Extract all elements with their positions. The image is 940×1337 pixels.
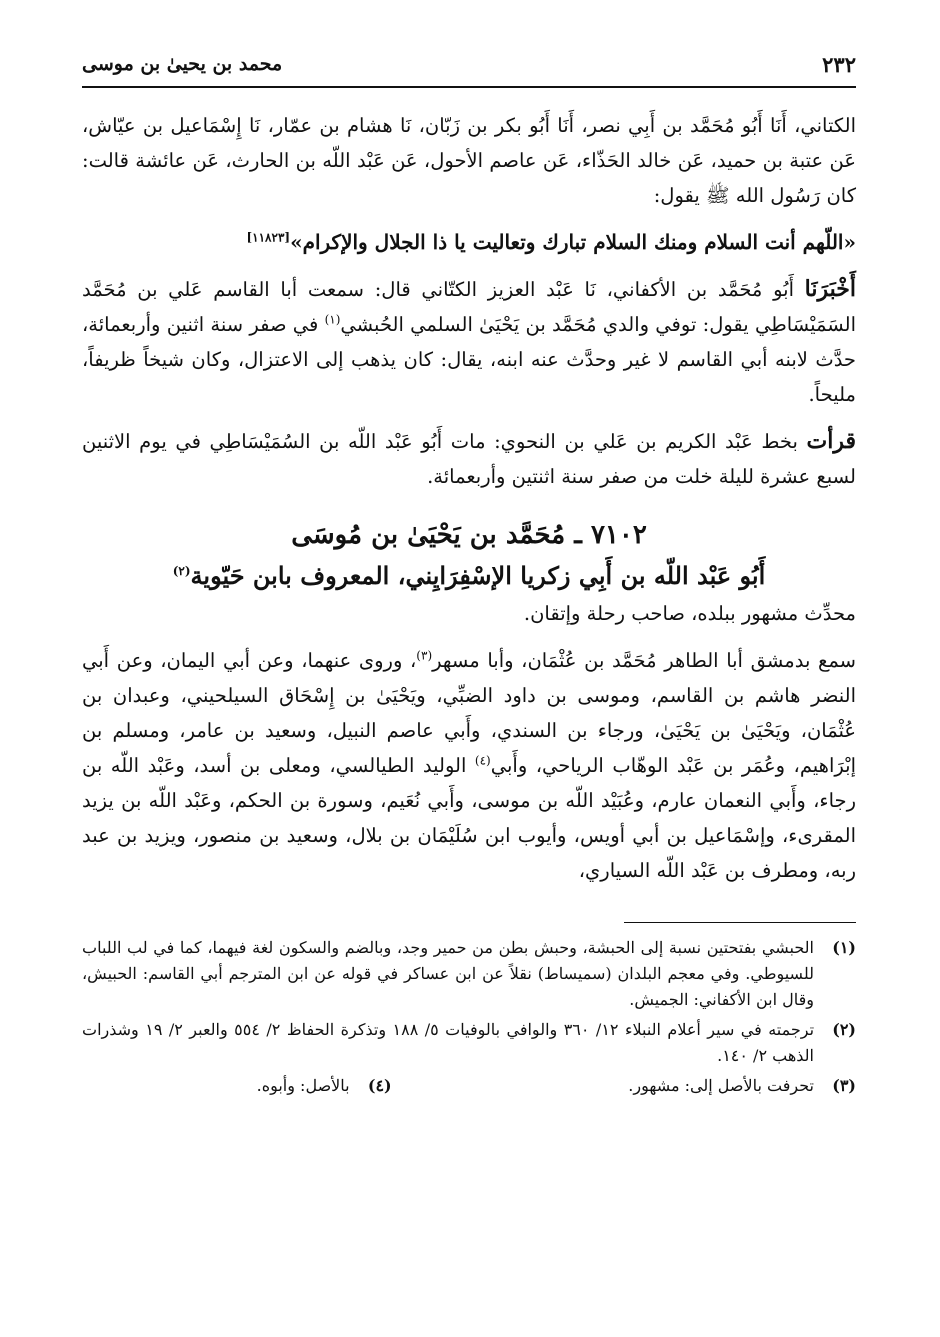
footnote-3: (٣) تحرفت بالأصل إلى: مشهور.	[628, 1076, 856, 1095]
paragraph-teachers: سمع بدمشق أبا الطاهر مُحَمَّد بن عُثْمَان، وأبا مسهر$^{(٣)}$، وروى عنهما، وعن أبي اليمان، وعن أَبي النضر هاشم بن القاسم، وموسى بن داود الضبِّي، ويَحْيَىٰ بن إِسْحَاق السيلحيني، وعبدان بن عُثْمَان، ويَحْيَىٰ بن يَحْيَىٰ، ورجاء بن السندي، وأَبي عاصم النبيل، وسعيد بن عامر، ومسلم بن إبْرَاهيم، وعُمَر بن عَبْد الوهّاب الرياحي، وأَبي$^{(٤)}$ الوليد الطيالسي، ومعلى بن أسد، وعَبْد اللّه بن رجاء، وأَبي النعمان عارم، وعُبَيْد اللّه بن موسى، وأَبي نُعَيم، وسورة بن الحكم، وعَبْد اللّه بن يزيد المقرىء، وإسْمَاعيل بن أبي أويس، وأيوب ابن سُلَيْمَان بن بلال، وسعيد بن منصور، ويزيد بن عبد ربه، ومطرف بن عَبْد اللّه السياري،	[82, 648, 856, 882]
header-rule	[82, 86, 856, 88]
page-number: ٢٣٢	[822, 51, 856, 77]
footnote-2: (٢) ترجمته في سير أعلام النبلاء ١٢/ ٣٦٠ والوافي بالوفيات ٥/ ١٨٨ وتذكرة الحفاظ ٢/ ٥٥٤ والعبر ٢/ ١٩ وشذرات الذهب ٢/ ١٤٠.	[82, 1020, 856, 1065]
footnote-marker: (٤)	[474, 753, 491, 768]
page-header	[82, 44, 856, 84]
footnotes	[82, 935, 856, 1103]
footnote-marker: (٢)	[172, 564, 191, 578]
footnote-marker: (٣)	[416, 648, 433, 663]
hadith-text: «اللّهم أنت السلام ومنك السلام تبارك وتعاليت يا ذا الجلال والإكرام»[١١٨٢٣]	[246, 230, 856, 254]
lead-word: قرأت	[806, 428, 856, 454]
footnote-marker: (١)	[324, 312, 341, 327]
main-text	[82, 108, 856, 888]
footnote-4: (٤) بالأصل: وأبوه.	[256, 1076, 392, 1095]
paragraph-akhbarana: أَخْبَرَنَا أَبُو مُحَمَّد بن الأكفاني، نَا عَبْد العزيز الكتّاني قال: سمعت أبا القاسم عَلي بن مُحَمَّد السَمَيْسَاطِي يقول: توفي والدي مُحَمَّد بن يَحْيَىٰ السلمي الحُبشي$^{(١)}$ في صفر سنة اثنين وأربعمائة، حدَّث لابنه أبي القاسم لا غير وحدَّث عنه ابنه، يقال: كان يذهب إلى الاعتزال، وكان شيخاً ظريفاً، مليحاً.	[82, 276, 856, 406]
paragraph-description: محدِّث مشهور ببلده، صاحب رحلة وإتقان.	[523, 602, 856, 625]
page	[82, 44, 856, 1297]
running-title: محمد بن يحيىٰ بن موسى	[82, 53, 283, 75]
paragraph-isnad: الكتاني، أَنَا أَبُو مُحَمَّد بن أَبِي نصر، أَنَا أَبُو بكر بن زَبّان، نَا هشام بن عمّار، نَا إِسْمَاعيل بن عيّاش، عَن عتبة بن حميد، عَن خالد الحَذّاء، عَن عاصم الأحول، عَن عَبْد اللّه بن الحارث، عَن عائشة قالت: كان رَسُول الله ﷺ يقول:	[82, 114, 856, 207]
entry-title: ٧١٠٢ ـ مُحَمَّد بن يَحْيَىٰ بن مُوسَى	[291, 520, 647, 550]
entry-subtitle: أَبُو عَبْد اللّه بن أَبِي زكريا الإسْفِرَايِني، المعروف بابن حَيّوية$^{(٢)}$	[172, 561, 766, 590]
footnote-3-4	[82, 1073, 856, 1103]
footnote-1: (١) الحبشي بفتحتين نسبة إلى الحبشة، وحبش بطن من حمير وجد، وبالضم والسكون لغة فيهما، كما في لب اللباب للسيوطي. وفي معجم البلدان (سميساط) نقلاً عن ابن عساكر في قوله عن ابن المترجم أبي القاسم: الحبيش، وقال ابن الأكفاني: الجميش.	[82, 938, 856, 1009]
lead-word: أَخْبَرَنَا	[804, 276, 856, 302]
paragraph-qaraat: قرأت بخط عَبْد الكريم بن عَلي بن النحوي: مات أَبُو عَبْد اللّه بن السُمَيْسَاطِي في يوم الاثنين لسبع عشرة لليلة خلت من صفر سنة اثنتين وأربعمائة.	[82, 428, 856, 488]
footnote-rule	[624, 922, 856, 923]
hadith-reference: [١١٨٢٣]	[246, 230, 291, 245]
